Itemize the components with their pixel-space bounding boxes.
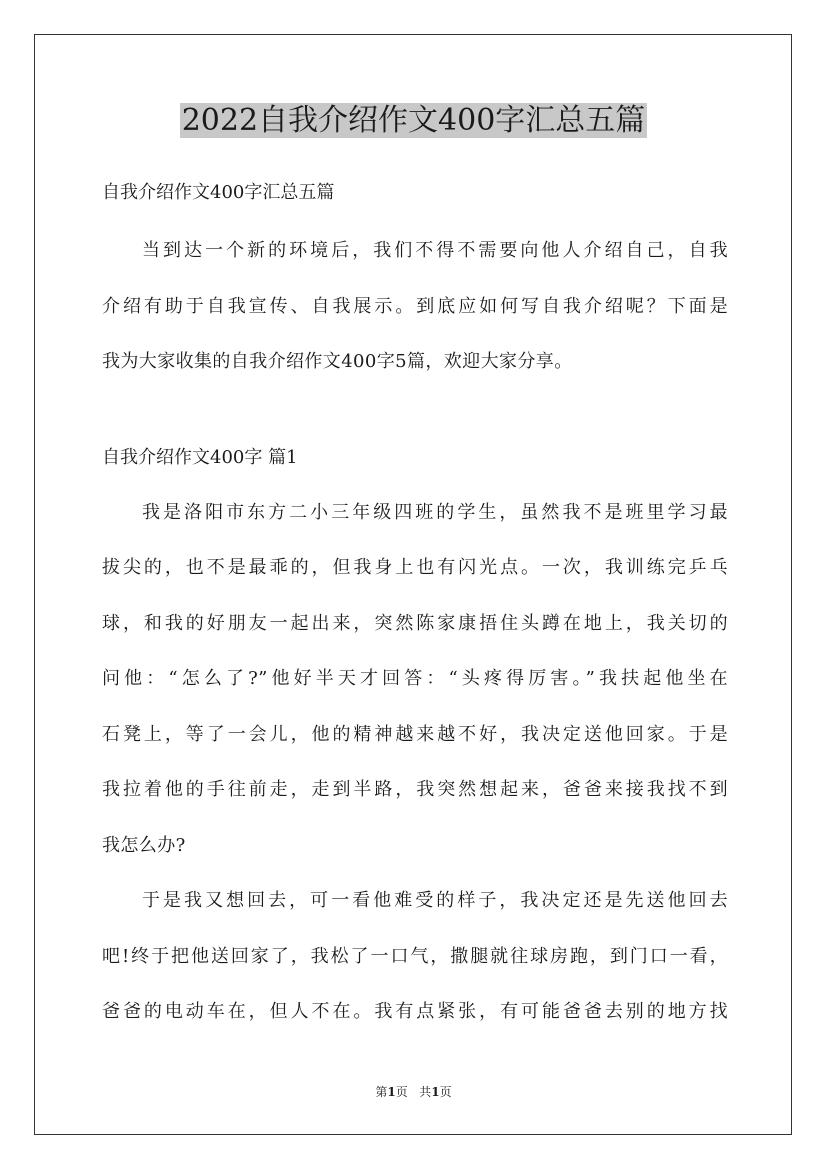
footer-total-number: 1 (431, 1085, 440, 1099)
document-title-text: 2022自我介绍作文400字汇总五篇 (181, 103, 646, 138)
paragraph-line: 拔尖的，也不是最乖的，但我身上也有闪光点。一次，我训练完乒乓 (102, 557, 728, 578)
section-gap (102, 399, 728, 439)
paragraph-line: 爸爸的电动车在，但人不在。我有点紧张，有可能爸爸去别的地方找 (102, 1001, 728, 1022)
paragraph-line: 球，和我的好朋友一起出来，突然陈家康捂住头蹲在地上，我关切的 (102, 612, 728, 634)
paragraph-line: 我拉着他的手往前走，走到半路，我突然想起来，爸爸来接我找不到 (102, 779, 728, 800)
paragraph-line: 我怎么办? (102, 834, 186, 856)
paragraph-line: 我是洛阳市东方二小三年级四班的学生，虽然我不是班里学习最 (142, 501, 728, 523)
section1-paragraph-1 (102, 494, 728, 865)
paragraph-line: 问他：“怎么了?”他好半天才回答：“头疼得厉害。”我扶起他坐在 (102, 668, 728, 689)
paragraph-line: 介绍有助于自我宣传、自我展示。到底应如何写自我介绍呢？下面是 (102, 295, 728, 317)
footer-total-suffix: 页 (439, 1085, 452, 1099)
paragraph-line: 当到达一个新的环境后，我们不得不需要向他人介绍自己，自我 (142, 240, 728, 261)
subtitle: 自我介绍作文400字汇总五篇 (102, 182, 335, 203)
footer-page-suffix: 页 (395, 1085, 408, 1099)
footer-total-prefix: 共 (419, 1085, 432, 1099)
footer-page-number: 1 (387, 1085, 396, 1099)
section1-paragraph-2 (102, 882, 728, 1031)
paragraph-line: 吧!终于把他送回家了，我松了一口气，撒腿就往球房跑，到门口一看， (102, 945, 728, 967)
page-footer (0, 1084, 827, 1100)
footer-page-prefix: 第 (375, 1085, 388, 1099)
paragraph-line: 石凳上，等了一会儿，他的精神越来越不好，我决定送他回家。于是 (102, 723, 728, 745)
paragraph-line: 于是我又想回去，可一看他难受的样子，我决定还是先送他回去 (142, 890, 728, 911)
section-heading: 自我介绍作文400字 篇1 (102, 446, 298, 468)
intro-paragraph (102, 232, 728, 381)
document-title (0, 100, 827, 142)
paragraph-line: 我为大家收集的自我介绍作文400字5篇，欢迎大家分享。 (102, 351, 573, 372)
document-body (102, 174, 728, 1049)
